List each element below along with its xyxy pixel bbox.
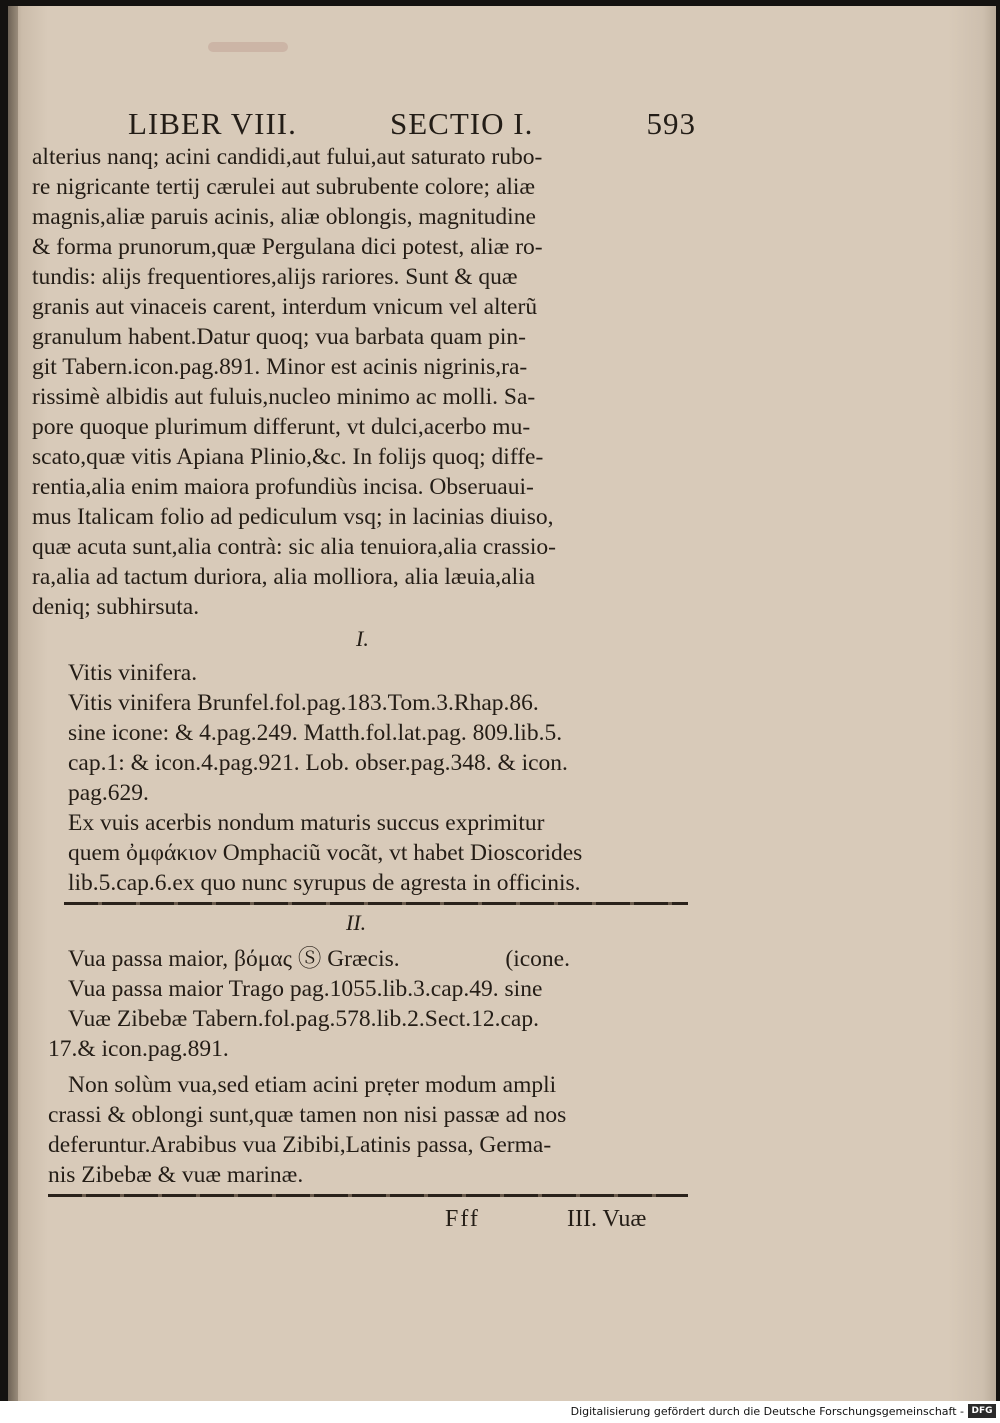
section-one-line: Ex vuis acerbis nondum maturis succus exprimitur: [68, 810, 545, 836]
section-numeral-one: I.: [356, 626, 369, 651]
body-line: alterius nanq; acini candidi,aut fului,aut saturato rubo-: [32, 144, 543, 170]
body-line: & forma prunorum,quæ Pergulana dici potest, aliæ ro-: [32, 234, 543, 260]
signature-mark: Fff: [445, 1206, 480, 1232]
body-line: granis aut vinaceis carent, interdum vnicum vel alterũ: [32, 294, 538, 320]
section-one-line: cap.1: & icon.4.pag.921. Lob. obser.pag.348. & icon.: [68, 750, 568, 776]
body-line: pore quoque plurimum differunt, vt dulci,acerbo mu-: [32, 414, 531, 440]
body-line: rentia,alia enim maiora profundiùs incisa. Obseruaui-: [32, 474, 534, 500]
bottom-divider-rule: [48, 1194, 688, 1197]
running-header: [128, 106, 696, 146]
section-one-line: lib.5.cap.6.ex quo nunc syrupus de agresta in officinis.: [68, 870, 581, 896]
page-number: 593: [646, 106, 696, 141]
body-line: git Tabern.icon.pag.891. Minor est acinis nigrinis,ra-: [32, 354, 528, 380]
book-page: [8, 6, 996, 1401]
body-line: quæ acuta sunt,alia contrà: sic alia tenuiora,alia crassio-: [32, 534, 556, 560]
credit-text: Digitalisierung gefördert durch die Deutsche Forschungsgemeinschaft -: [570, 1405, 964, 1418]
body-line: re nigricante tertij cærulei aut subrubente colore; aliæ: [32, 174, 536, 200]
section-two-line: nis Zibebæ & vuæ marinæ.: [48, 1162, 304, 1188]
section-divider-rule: [64, 902, 688, 905]
section-one-line: sine icone: & 4.pag.249. Matth.fol.lat.pag. 809.lib.5.: [68, 720, 563, 746]
section-numeral-two: II.: [346, 910, 367, 935]
body-line: mus Italicam folio ad pediculum vsq; in lacinias diuiso,: [32, 504, 554, 530]
body-line: magnis,aliæ paruis acinis, aliæ oblongis, magnitudine: [32, 204, 536, 230]
section-two-line: Vua passa maior Trago pag.1055.lib.3.cap.49. sine: [68, 976, 543, 1002]
section-two-line: crassi & oblongi sunt,quæ tamen non nisi passæ ad nos: [48, 1102, 567, 1128]
paper-stain: [208, 42, 288, 52]
body-line: granulum habent.Datur quoq; vua barbata quam pin-: [32, 324, 527, 350]
header-sectio: SECTIO I.: [390, 106, 534, 141]
catchword: III. Vuæ: [567, 1206, 647, 1232]
section-two-line: Vua passa maior, βόμας Ⓢ Græcis. (icone.: [68, 946, 570, 972]
body-line: scato,quæ vitis Apiana Plinio,&c. In folijs quoq; diffe-: [32, 444, 544, 470]
body-line: tundis: alijs frequentiores,alijs rariores. Sunt & quæ: [32, 264, 518, 290]
body-line: rissimè albidis aut fuluis,nucleo minimo ac molli. Sa-: [32, 384, 536, 410]
section-two-line: Non solùm vua,sed etiam acini prẹter modum ampli: [68, 1072, 557, 1098]
section-one-line: quem ὀμφάκιον Omphaciũ vocãt, vt habet Dioscorides: [68, 840, 583, 866]
section-one-line: pag.629.: [68, 780, 149, 806]
header-liber: LIBER VIII.: [128, 106, 297, 141]
section-two-line: 17.& icon.pag.891.: [48, 1036, 229, 1062]
section-one-line: Vitis vinifera Brunfel.fol.pag.183.Tom.3.Rhap.86.: [68, 690, 539, 716]
page-binding-edge: [8, 6, 18, 1401]
section-one-line: Vitis vinifera.: [68, 660, 198, 686]
dfg-logo-icon[interactable]: DFG: [968, 1404, 996, 1418]
section-two-line: Vuæ Zibebæ Tabern.fol.pag.578.lib.2.Sect.12.cap.: [68, 1006, 539, 1032]
body-line: deniq; subhirsuta.: [32, 594, 200, 620]
body-line: ra,alia ad tactum duriora, alia molliora, alia læuia,alia: [32, 564, 536, 590]
credit-bar: [0, 1401, 1000, 1423]
section-two-line: deferuntur.Arabibus vua Zibibi,Latinis passa, Germa-: [48, 1132, 552, 1158]
